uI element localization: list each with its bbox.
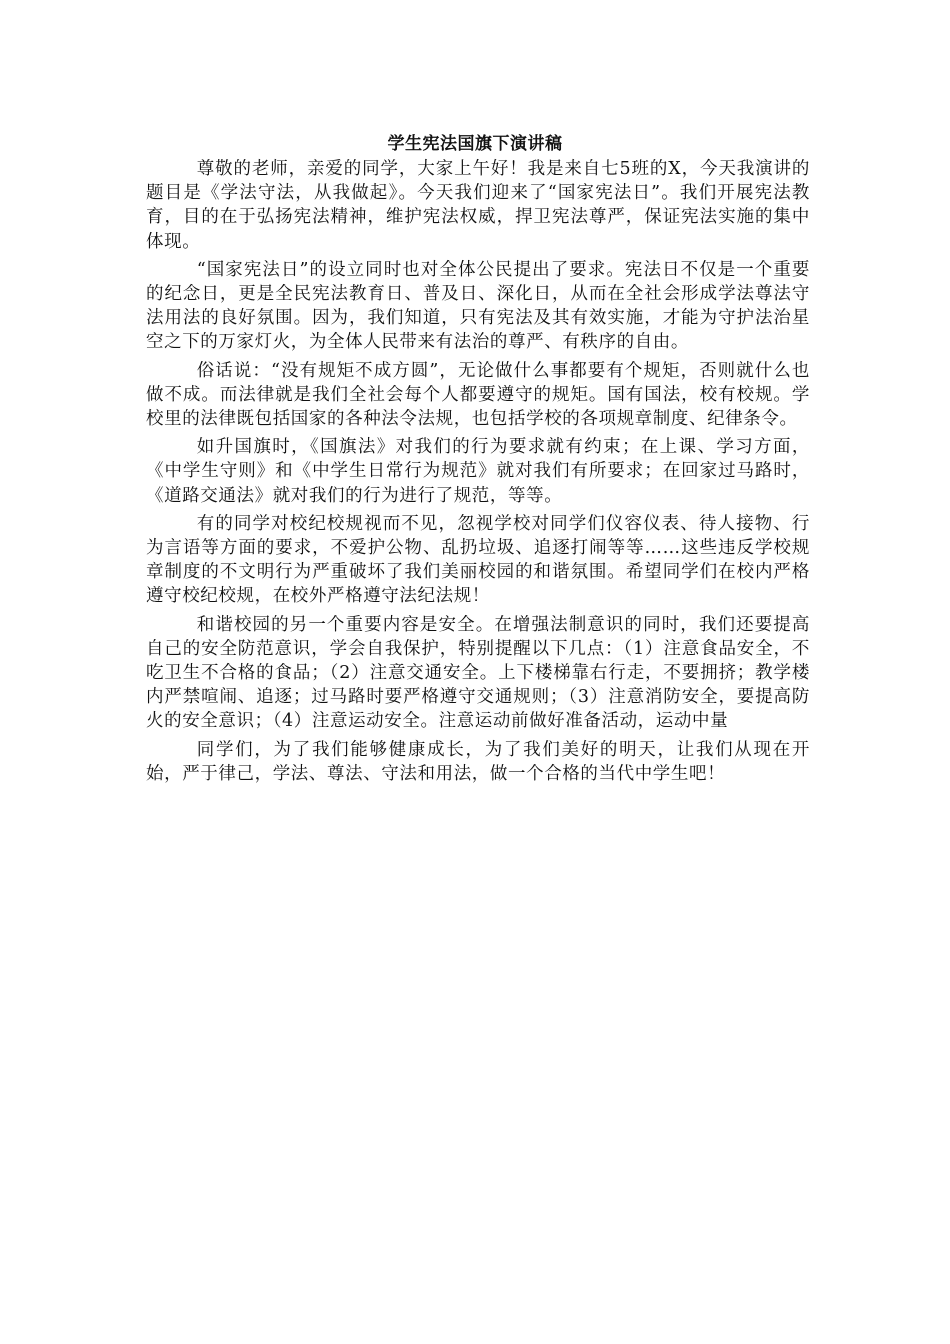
paragraph-safety: 和谐校园的另一个重要内容是安全。在增强法制意识的同时，我们还要提高自己的安全防范意识，学会自我保护，特别提醒以下几点：（1）注意食品安全，不吃卫生不合格的食品；（2）注意交通安全。上下楼梯靠右行走，不要拥挤；教学楼内严禁喧闹、追逐；过马路时要严格遵守交通规则；（3）注意消防安全，要提高防火的安全意识；（4）注意运动安全。注意运动前做好准备活动，运动中量 — [146, 614, 810, 732]
paragraph-school-discipline: 有的同学对校纪校规视而不见，忽视学校对同学们仪容仪表、待人接物、行为言语等方面的要求，不爱护公物、乱扔垃圾、追逐打闹等等……这些违反学校规章制度的不文明行为严重破坏了我们美丽校园的和谐氛围。希望同学们在校内严格遵守校纪校规，在校外严格遵守法纪法规！ — [146, 513, 810, 607]
paragraph-examples: 如升国旗时，《国旗法》对我们的行为要求就有约束；在上课、学习方面，《中学生守则》和《中学生日常行为规范》就对我们有所要求；在回家过马路时，《道路交通法》就对我们的行为进行了规范，等等。 — [146, 437, 810, 506]
paragraph-rules: 俗话说：“没有规矩不成方圆”，无论做什么事都要有个规矩，否则就什么也做不成。而法律就是我们全社会每个人都要遵守的规矩。国有国法，校有校规。学校里的法律既包括国家的各种法令法规，也包括学校的各项规章制度、纪律条令。 — [146, 360, 810, 430]
document-body — [146, 157, 810, 790]
paragraph-closing: 同学们，为了我们能够健康成长，为了我们美好的明天，让我们从现在开始，严于律己，学法、尊法、守法和用法，做一个合格的当代中学生吧！ — [146, 739, 810, 784]
document-title: 学生宪法国旗下演讲稿 — [387, 134, 563, 154]
paragraph-greeting: 尊敬的老师，亲爱的同学，大家上午好！我是来自七5班的X，今天我演讲的题目是《学法守法，从我做起》。今天我们迎来了“国家宪法日”。我们开展宪法教育，目的在于弘扬宪法精神，维护宪法权威，捍卫宪法尊严，保证宪法实施的集中体现。 — [146, 159, 810, 252]
paragraph-constitution-day: “国家宪法日”的设立同时也对全体公民提出了要求。宪法日不仅是一个重要的纪念日，更是全民宪法教育日、普及日、深化日，从而在全社会形成学法尊法守法用法的良好氛围。因为，我们知道，只有宪法及其有效实施，才能为守护法治星空之下的万家灯火，为全体人民带来有法治的尊严、有秩序的自由。 — [146, 259, 810, 353]
